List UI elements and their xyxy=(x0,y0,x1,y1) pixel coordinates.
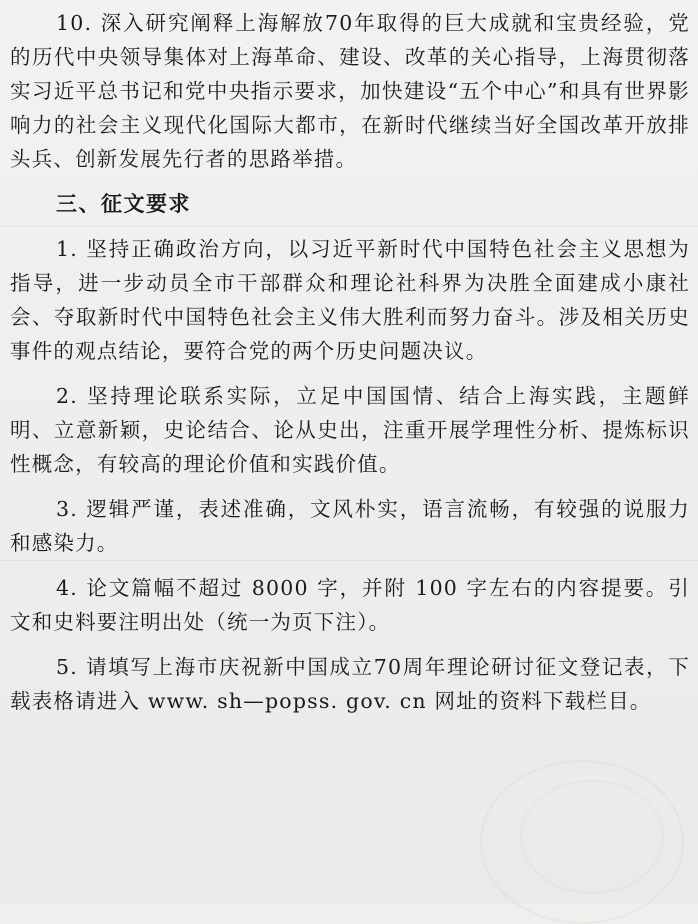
requirement-item-1: 1. 坚持正确政治方向，以习近平新时代中国特色社会主义思想为指导，进一步动员全市干部群众和理论社科界为决胜全面建成小康社会、夺取新时代中国特色社会主义伟大胜利而努力奋斗。涉及相关历史事件的观点结论，要符合党的两个历史问题决议。 xyxy=(10,237,690,363)
document-body xyxy=(10,6,690,718)
requirement-item-2: 2. 坚持理论联系实际，立足中国国情、结合上海实践，主题鲜明、立意新颖，史论结合、论从史出，注重开展学理性分析、提炼标识性概念，有较高的理论价值和实践价值。 xyxy=(10,384,690,476)
requirement-item-4: 4. 论文篇幅不超过 8000 字，并附 100 字左右的内容提要。引文和史料要注明出处（统一为页下注）。 xyxy=(10,576,690,634)
section-heading-requirements: 三、征文要求 xyxy=(56,192,191,216)
bleed-through-stamp-inner xyxy=(520,780,664,894)
requirement-item-5: 5. 请填写上海市庆祝新中国成立70周年理论研讨征文登记表，下载表格请进入 www. sh—popss. gov. cn 网址的资料下载栏目。 xyxy=(10,655,690,713)
paragraph-item-10: 10. 深入研究阐释上海解放70年取得的巨大成就和宝贵经验，党的历代中央领导集体对上海革命、建设、改革的关心指导，上海贯彻落实习近平总书记和党中央指示要求，加快建设“五个中心”和具有世界影响力的社会主义现代化国际大都市，在新时代继续当好全国改革开放排头兵、创新发展先行者的思路举措。 xyxy=(10,11,690,171)
requirement-item-3: 3. 逻辑严谨，表述准确，文风朴实，语言流畅，有较强的说服力和感染力。 xyxy=(10,497,690,555)
